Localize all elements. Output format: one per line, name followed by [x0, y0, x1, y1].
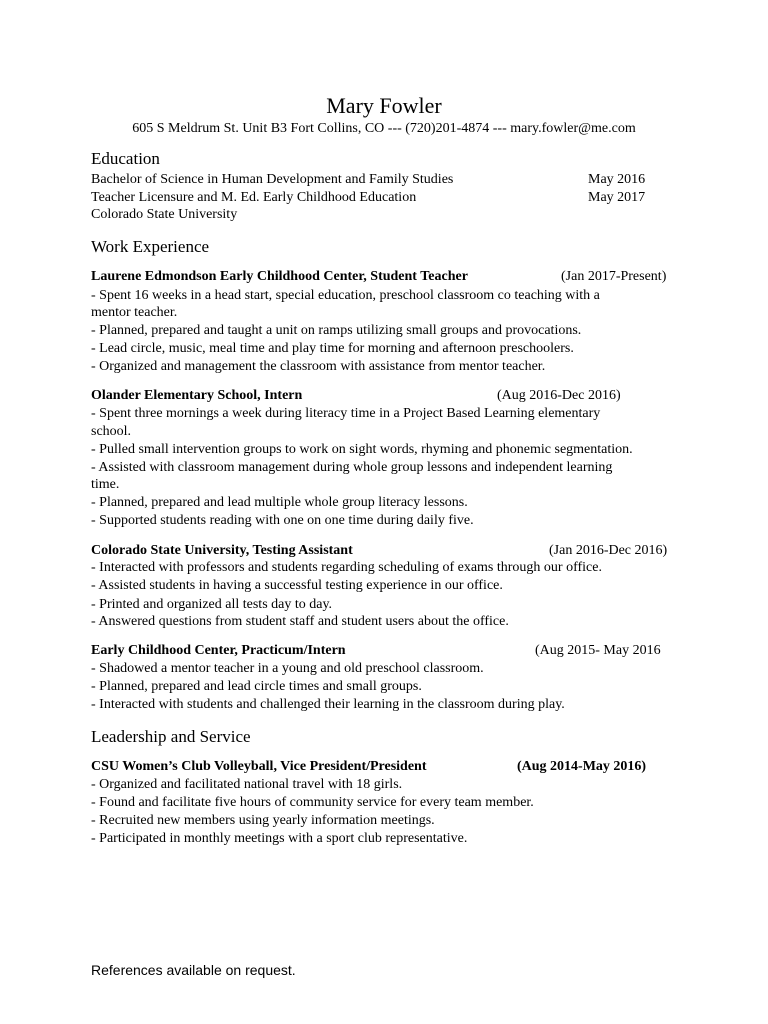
role-heading: CSU Women’s Club Volleyball, Vice President/President [91, 759, 427, 774]
job-heading: Early Childhood Center, Practicum/Intern [91, 643, 346, 658]
job-bullet: - Lead circle, music, meal time and play time for morning and afternoon preschoolers. [91, 341, 574, 356]
job-bullet: school. [91, 424, 132, 439]
education-heading: Education [91, 149, 160, 168]
education-school: Colorado State University [91, 207, 238, 222]
job-heading: Laurene Edmondson Early Childhood Center, Student Teacher [91, 269, 468, 284]
work-experience-heading: Work Experience [91, 237, 210, 256]
job-bullet: - Supported students reading with one on one time during daily five. [91, 513, 474, 528]
job-bullet: - Assisted students in having a successful testing experience in our office. [91, 578, 503, 593]
job-heading: Colorado State University, Testing Assistant [91, 543, 353, 558]
job-bullet: - Planned, prepared and taught a unit on ramps utilizing small groups and provocations. [91, 323, 582, 338]
job-bullet: - Organized and management the classroom with assistance from mentor teacher. [91, 359, 546, 374]
education-degree-2-date: May 2017 [588, 190, 646, 205]
leadership-heading: Leadership and Service [91, 727, 251, 746]
job-bullet: mentor teacher. [91, 305, 178, 320]
education-degree-1-date: May 2016 [588, 172, 646, 187]
role-bullet: - Participated in monthly meetings with a sport club representative. [91, 831, 468, 846]
job-bullet: - Interacted with students and challenged their learning in the classroom during play. [91, 697, 565, 712]
job-bullet: - Spent 16 weeks in a head start, special education, preschool classroom co teaching with a [91, 288, 600, 303]
job-bullet: - Pulled small intervention groups to work on sight words, rhyming and phonemic segmentation. [91, 442, 633, 457]
job-bullet: - Planned, prepared and lead circle times and small groups. [91, 679, 422, 694]
role-bullet: - Recruited new members using yearly information meetings. [91, 813, 435, 828]
job-bullet: - Spent three mornings a week during literacy time in a Project Based Learning elementary [91, 406, 601, 421]
references-note: References available on request. [91, 962, 296, 978]
job-bullet: - Answered questions from student staff and student users about the office. [91, 614, 509, 629]
education-degree-2: Teacher Licensure and M. Ed. Early Childhood Education [91, 190, 417, 205]
role-bullet: - Organized and facilitated national travel with 18 girls. [91, 777, 403, 792]
job-bullet: - Shadowed a mentor teacher in a young and old preschool classroom. [91, 661, 484, 676]
job-bullet: - Printed and organized all tests day to day. [91, 597, 333, 612]
job-bullet: time. [91, 477, 120, 492]
job-heading: Olander Elementary School, Intern [91, 388, 303, 403]
job-bullet: - Planned, prepared and lead multiple whole group literacy lessons. [91, 495, 468, 510]
contact-info: 605 S Meldrum St. Unit B3 Fort Collins, CO --- (720)201-4874 --- mary.fowler@me.com [132, 121, 636, 136]
role-date: (Aug 2014-May 2016) [517, 759, 647, 774]
resume-name: Mary Fowler [326, 93, 442, 118]
job-date: (Jan 2017-Present) [561, 269, 667, 284]
role-bullet: - Found and facilitate five hours of community service for every team member. [91, 795, 534, 810]
job-date: (Jan 2016-Dec 2016) [549, 543, 668, 558]
job-date: (Aug 2016-Dec 2016) [497, 388, 621, 403]
job-date: (Aug 2015- May 2016 [535, 643, 661, 658]
job-bullet: - Assisted with classroom management during whole group lessons and independent learning [91, 460, 613, 475]
education-degree-1: Bachelor of Science in Human Development and Family Studies [91, 172, 454, 187]
job-bullet: - Interacted with professors and students regarding scheduling of exams through our office. [91, 560, 602, 575]
